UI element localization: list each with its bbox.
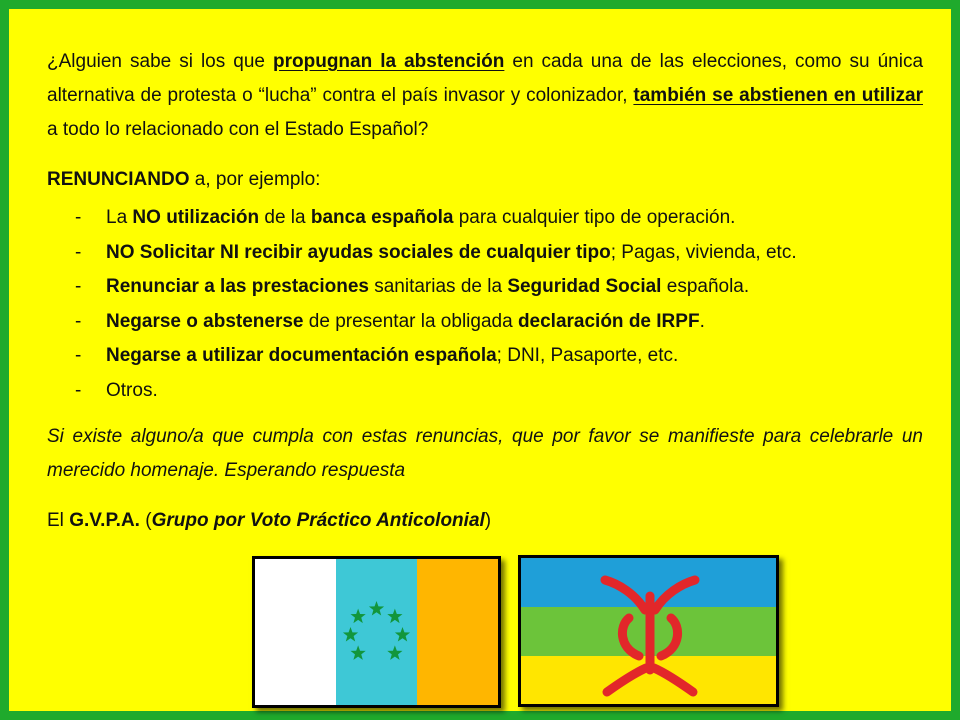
list-dash: -: [75, 379, 82, 401]
list-item: [47, 339, 923, 374]
signature-text: El: [47, 510, 70, 531]
signature-line: [47, 504, 923, 538]
intro-text: en cada una de las elecciones, como su única alternativa de protesta o “lucha” contra el país invasor y colonizador,: [47, 51, 924, 106]
list-item-emphasis: Negarse o abstenerse: [106, 310, 304, 332]
intro-emphasis-abstention: propugnan la abstención: [273, 51, 505, 72]
signature-text: (: [139, 510, 152, 531]
renounce-list: [47, 201, 923, 408]
list-item: [47, 270, 923, 305]
list-item-emphasis: NO Solicitar NI recibir ayudas sociales de cualquier tipo: [106, 241, 611, 263]
intro-emphasis-also-abstain: también se abstienen en utilizar: [633, 85, 923, 106]
canary-white-stripe: [255, 559, 336, 705]
list-item-text: La: [106, 207, 133, 228]
list-item-emphasis: Seguridad Social: [507, 276, 662, 297]
list-item-emphasis: Renunciar a las prestaciones: [106, 276, 369, 297]
list-item: [47, 305, 923, 340]
list-dash: -: [75, 276, 82, 297]
list-dash: -: [75, 345, 82, 366]
list-item-emphasis: declaración de IRPF: [517, 310, 700, 332]
signature-text: ): [484, 510, 492, 531]
list-item-emphasis: Negarse a utilizar documentación española: [106, 345, 497, 366]
list-item-text: de la: [259, 207, 311, 228]
closing-paragraph: Si existe alguno/a que cumpla con estas renuncias, que por favor se manifieste para celebrarle un merecido homenaje. Esperando respuesta: [47, 426, 923, 481]
renunciando-text: a, por ejemplo:: [189, 169, 321, 190]
list-item-text: .: [699, 310, 705, 332]
amazigh-flag-icon: [518, 555, 779, 707]
canary-independence-flag-icon: [252, 556, 501, 708]
list-dash: -: [75, 310, 82, 332]
list-item-text: sanitarias de la: [368, 276, 508, 297]
list-item-emphasis: banca española: [310, 207, 454, 228]
list-item-text: ; Pagas, vivienda, etc.: [610, 241, 797, 263]
list-dash: -: [75, 241, 82, 263]
intro-text: a todo lo relacionado con el Estado Español?: [47, 119, 429, 140]
canary-yellow-stripe: [417, 559, 498, 705]
list-item-text: ; DNI, Pasaporte, etc.: [496, 345, 679, 366]
canary-blue-stripe: [336, 559, 417, 705]
list-item: [47, 236, 923, 271]
intro-paragraph: [47, 45, 923, 147]
renunciando-keyword: RENUNCIANDO: [47, 169, 190, 190]
list-item: [47, 374, 923, 409]
list-dash: -: [75, 207, 82, 228]
document-content: [47, 45, 923, 538]
list-item-emphasis: NO utilización: [132, 207, 260, 228]
list-item-text: española.: [661, 276, 750, 297]
group-acronym: G.V.P.A.: [69, 510, 140, 531]
list-item-text: de presentar la obligada: [303, 310, 518, 332]
group-full-name: Grupo por Voto Práctico Anticolonial: [151, 510, 485, 531]
list-item-text: para cualquier tipo de operación.: [453, 207, 736, 228]
renunciando-line: [47, 163, 923, 197]
list-item-text: Otros.: [106, 379, 158, 401]
list-item: [47, 201, 923, 236]
intro-text: ¿Alguien sabe si los que: [47, 51, 273, 72]
